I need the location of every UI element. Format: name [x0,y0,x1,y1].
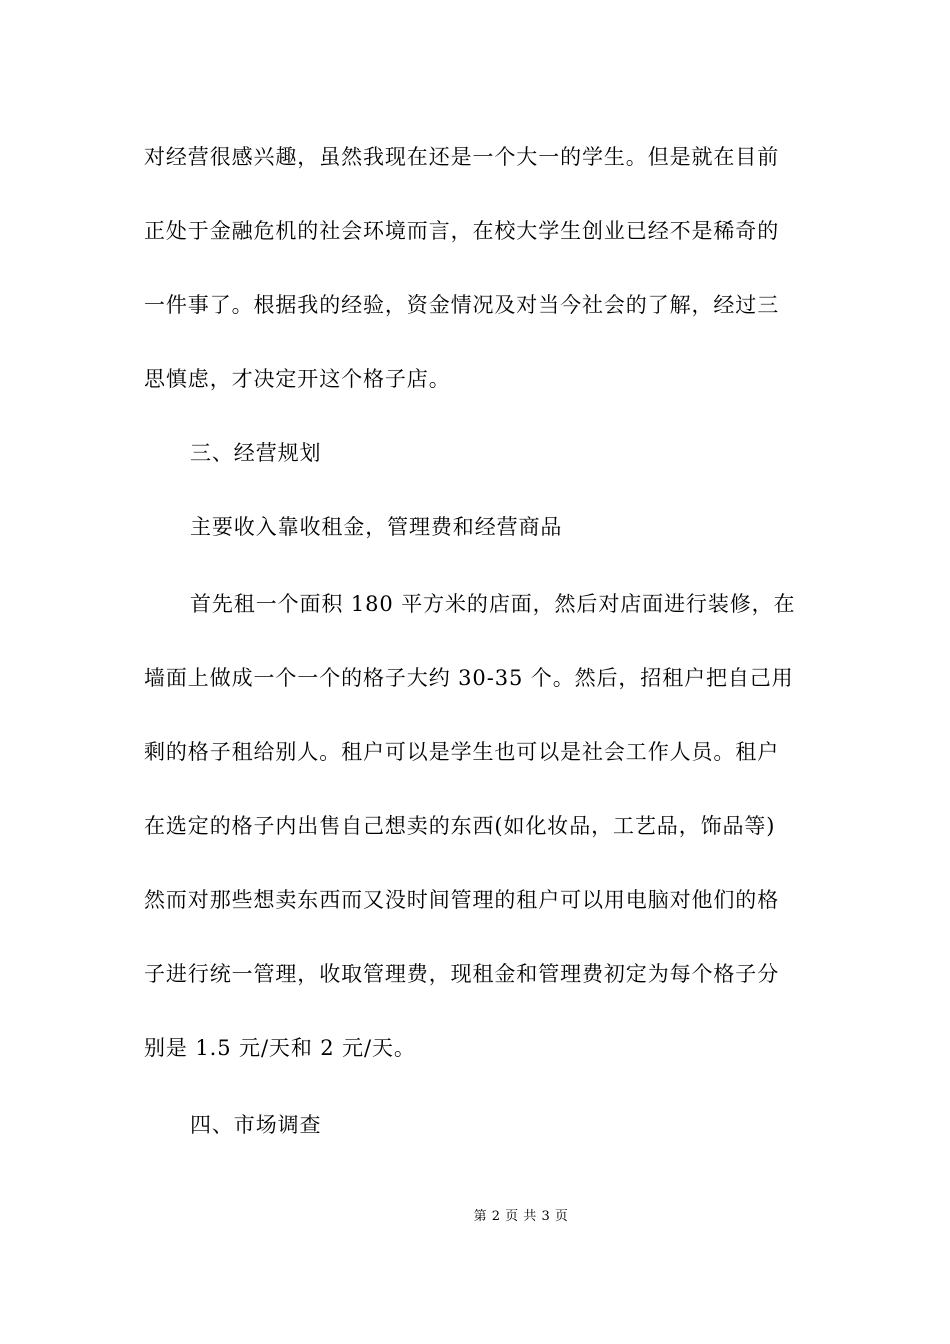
paragraph-line: 主要收入靠收租金，管理费和经营商品 [190,515,563,539]
paragraph-line: 对经营很感兴趣，虽然我现在还是一个大一的学生。但是就在目前 [144,145,780,169]
page-footer: 第 2 页 共 3 页 [473,1209,569,1224]
paragraph-line: 别是 1.5 元/天和 2 元/天。 [144,1036,416,1060]
paragraph-line: 在选定的格子内出售自己想卖的东西(如化妆品，工艺品，饰品等) [144,814,776,838]
section-heading: 四、市场调查 [190,1113,322,1137]
paragraph-line: 然而对那些想卖东西而又没时间管理的租户可以用电脑对他们的格 [144,888,780,912]
paragraph-line: 一件事了。根据我的经验，资金情况及对当今社会的了解，经过三 [144,293,780,317]
paragraph-line: 正处于金融危机的社会环境而言，在校大学生创业已经不是稀奇的 [144,219,780,243]
paragraph-line: 思慎虑，才决定开这个格子店。 [144,367,451,391]
section-heading: 三、经营规划 [190,441,322,465]
paragraph-line: 子进行统一管理，收取管理费，现租金和管理费初定为每个格子分 [144,962,780,986]
paragraph-line: 首先租一个面积 180 平方米的店面，然后对店面进行装修，在 [190,592,796,616]
paragraph-line: 墙面上做成一个一个的格子大约 30-35 个。然后，招租户把自己用 [144,666,794,690]
paragraph-line: 剩的格子租给别人。租户可以是学生也可以是社会工作人员。租户 [144,740,780,764]
